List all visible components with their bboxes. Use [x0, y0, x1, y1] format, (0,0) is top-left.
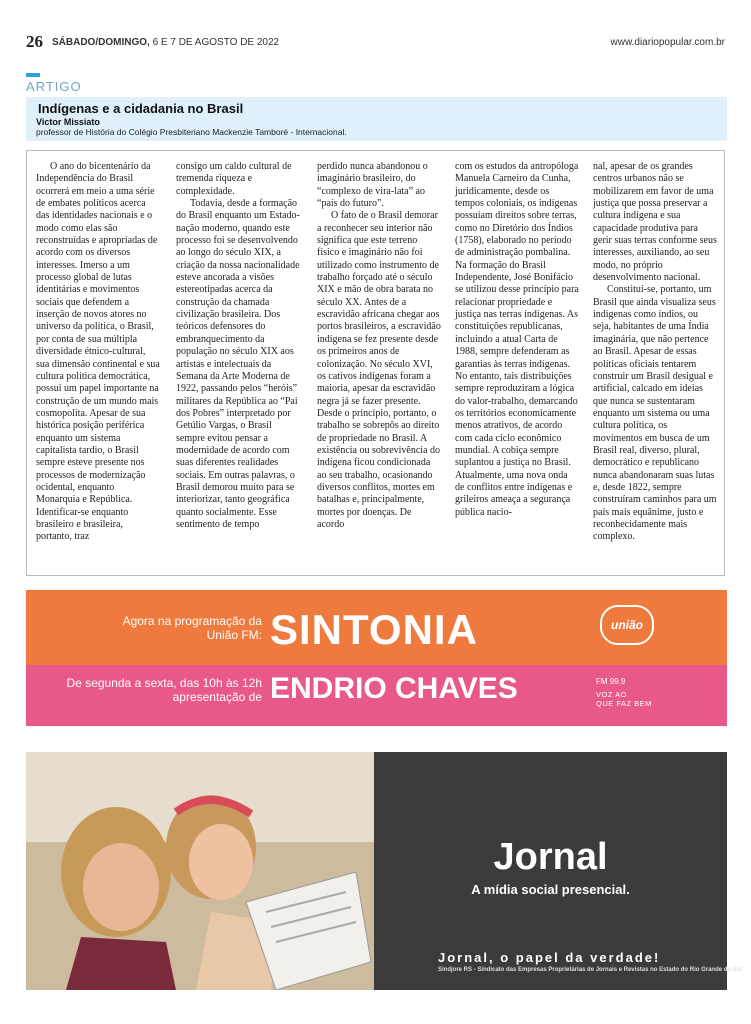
- paragraph: com os estudos da antropóloga Manuela Carneiro da Cunha, juridicamente, desde os tempos coloniais, os indígenas possuíam direitos sobre terras, como no Diretório dos Índios (1758), elaborado no período de administração pombalina. Na formação do Brasil Independente, José Bonifácio se utilizou desse princípio para relacionar propriedade e justiça nas terras indígenas. As constituições republicanas, incluindo a atual Carta de 1988, sempre defenderam as garantias às terras indígenas. No entanto, tais distribuições sempre reproduziram a lógica do valor-trabalho, demarcando os territórios economicamente menos atrativos, de acordo com cada ciclo econômico mundial. A cobiça sempre suplantou a justiça no Brasil. Atualmente, uma nova onda de conflitos entre indígenas e grileiros ameaça a segurança pública nacio-: [455, 161, 579, 518]
- page-number: 26: [26, 32, 43, 51]
- radio-tagline: [596, 690, 652, 708]
- author-role: professor de História do Colégio Presbiteriano Mackenzie Tamboré - Internacional.: [36, 127, 347, 137]
- paragraph: consigo um caldo cultural de tremenda riqueza e complexidade.: [176, 161, 292, 197]
- fm-frequency: FM 99.9: [596, 677, 626, 686]
- banner-schedule-line: apresentação de: [172, 690, 262, 704]
- section-accent-bar: [26, 73, 40, 77]
- article-column-5: [593, 161, 717, 544]
- banner-schedule-text: [67, 676, 262, 704]
- site-url[interactable]: www.diariopopular.com.br: [610, 37, 725, 48]
- edition-date-text: 6 E 7 DE AGOSTO DE 2022: [152, 37, 280, 48]
- paragraph: Todavia, desde a formação do Brasil enquanto um Estado-nação moderno, quando este processo foi se desenvolvendo ao longo do século XIX, a criação da nossa nacionalidade esteve ancorada a visões estereotipadas acerca da construção da chamada civilização brasileira. Dos teóricos defensores do embranquecimento da população no século XIX aos artistas e intelectuais da Semana da Arte Moderna de 1922, passando pelos “heróis” militares da República ao “Pai dos Pobres” interpretado por Getúlio Vargas, o Brasil sempre evitou pensar a modernidade de acordo com suas diferentes realidades sociais. Em outras palavras, o Brasil demorou muito para se interiorizar, tanto geográfica quanto socialmente. Esse sentimento de tempo: [176, 198, 300, 530]
- article-author: Victor Missiato: [36, 117, 100, 127]
- tagline-line: VOZ AO: [596, 690, 627, 699]
- banner-schedule-line: De segunda a sexta, das 10h às 12h: [66, 676, 262, 690]
- edition-date: [52, 37, 279, 48]
- paragraph: nal, apesar de os grandes centros urbanos não se mobilizarem em favor de uma justiça que possa preservar a cultura indígena e sua capacidade produtiva para gerir suas terras conforme seus interesses, auxiliando, ao seu modo, no próprio desenvolvimento nacional.: [593, 161, 717, 284]
- paragraph: Constitui-se, portanto, um Brasil que ainda visualiza seus indígenas como índios, ou seja, habitantes de uma Índia imaginária, que não pertence ao Brasil. Apesar de essas políticas oficiais tentarem construir um Brasil desigual e artificial, calcado em ideias que nunca se sustentaram enquanto um sistema ou uma cultura política, os movimentos em busca de um Brasil real, diverso, plural, democrático e republicano nunca abandonaram suas lutas e, desde 1822, sempre construíram caminhos para um país mais equânime, justo e reconhecidamente mais complexo.: [593, 284, 717, 543]
- women-reading-photo-illustration: [26, 752, 374, 990]
- article-column-1: [36, 161, 160, 544]
- banner-intro-text: [123, 614, 262, 642]
- banner-intro-line: União FM:: [206, 628, 262, 642]
- article-title: Indígenas e a cidadania no Brasil: [38, 101, 244, 116]
- paragraph: O fato de o Brasil demorar a reconhecer seu interior não significa que este terreno físico e imaginário não foi utilizado como instrumento de trabalho forçado até o século XIX e mão de obra barata no século XX. Antes de a escravidão africana chegar aos portos brasileiros, a escravidão indígena se fez presente desde os primeiros anos de colonização. No século XVI, os cativos indígenas foram a maioria, apesar da escravidão negra já se fazer presente. Desde o princípio, portanto, o trabalho se sobrepôs ao direito de propriedade no Brasil. A existência ou sobrevivência do indígena ficou condicionada ao seu trabalho, ocasionando diversos conflitos, mortes em batalhas e, principalmente, mortes por doenças. De acordo: [317, 210, 441, 530]
- paragraph: O ano do bicentenário da Independência do Brasil ocorrerá em meio a uma série de embates políticos acerca das identidades nacionais e o modo como elas são reconstruídas e apropriadas de acordo com os diversos interesses. Imerso a um processo global de lutas identitárias e movimentos sociais que defendem a inserção de novos atores no universo da política, o Brasil, por conta de sua múltipla diversidade étnico-cultural, sua dimensão continental e sua cultura política democrática, possui um papel importante na construção de um mundo mais cosmopolita. Apesar de sua histórica posição periférica enquanto um sistema capitalista tardio, o Brasil sempre esteve presente nos processos de modernização ocidental, enquanto Monarquia e República. Identificar-se enquanto brasileiro e brasileira, portanto, traz: [36, 161, 160, 543]
- host-name: ENDRIO CHAVES: [270, 672, 518, 705]
- paragraph: perdido nunca abandonou o imaginário brasileiro, do “complexo de vira-lata” ao “país do futuro”.: [317, 161, 428, 210]
- uniao-logo: união: [600, 605, 654, 645]
- article-column-4: [455, 161, 579, 519]
- edition-day: SÁBADO/DOMINGO,: [52, 37, 150, 48]
- ad-slogan: Jornal, o papel da verdade!: [438, 950, 661, 965]
- article-body: [26, 150, 725, 576]
- section-label: ARTIGO: [26, 79, 82, 94]
- program-name: SINTONIA: [270, 606, 478, 653]
- ad-photo: [26, 752, 374, 990]
- article-column-3: [317, 161, 441, 531]
- ad-title: Jornal: [493, 836, 608, 878]
- tagline-line: QUE FAZ BEM: [596, 699, 652, 708]
- ad-subtitle: A mídia social presencial.: [471, 882, 630, 897]
- banner-intro-line: Agora na programação da: [122, 614, 262, 628]
- article-column-2: [176, 161, 300, 531]
- radio-banner[interactable]: [26, 590, 727, 726]
- ad-sindicato: Sindjore RS - Sindicato das Empresas Proprietárias de Jornais e Revistas no Estado do Rio Grande do Sul: [438, 967, 743, 973]
